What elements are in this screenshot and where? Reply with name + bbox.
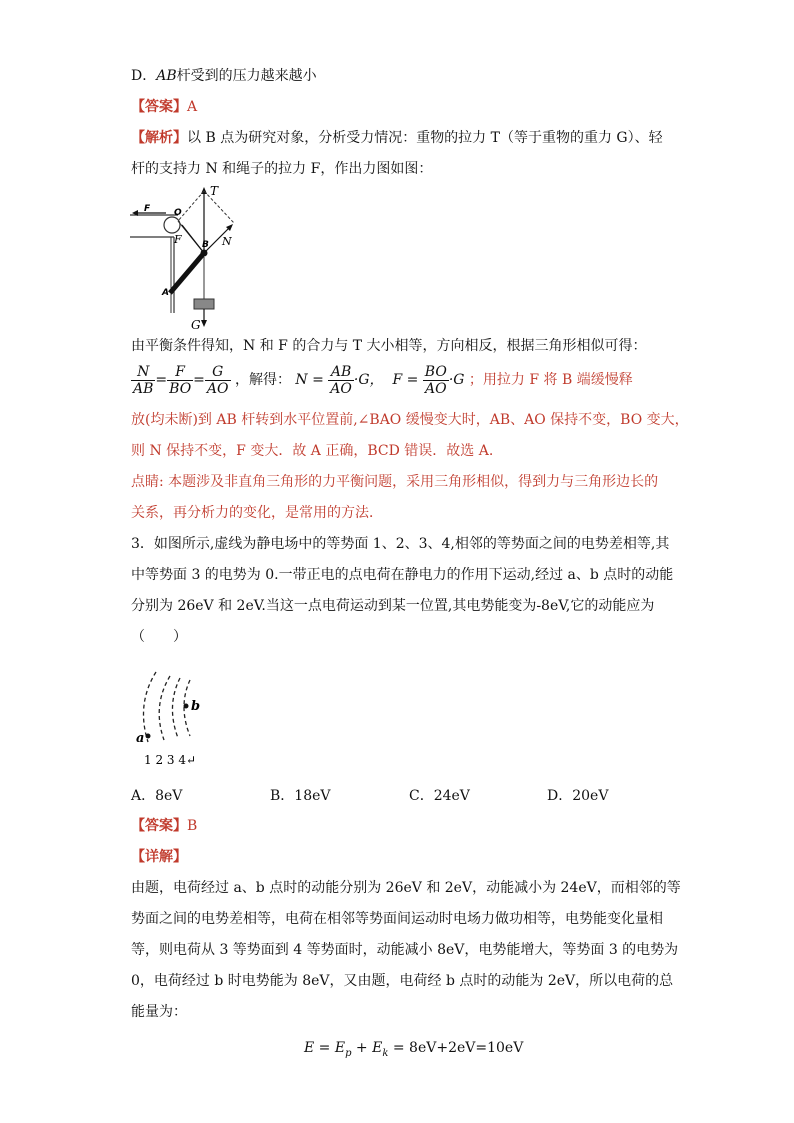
f2-arrow-line: [182, 225, 204, 253]
pulley-icon: [164, 217, 180, 233]
release-line: 放(均未断)到 AB 杆转到水平位置前,∠BAO 缓慢变大时，AB、AO 保持不变，BO 变大，: [131, 412, 689, 428]
answer-1: 【答案】A: [131, 99, 198, 115]
surface-numbers: 1 2 3 4↵: [144, 753, 197, 767]
detail-line-2: 势面之间的电势差相等，电荷在相邻等势面间运动时电场力做功相等，电势能变化量相: [131, 911, 663, 927]
choice-c: C．24eV: [409, 788, 470, 804]
analysis-line-1: 【解析】以 B 点为研究对象，分析受力情况：重物的拉力 T（等于重物的重力 G）、轻: [131, 130, 663, 146]
detail-line-1: 由题，电荷经过 a、b 点时的动能分别为 26eV 和 2eV，动能减小为 24eV，而相邻的等: [131, 880, 681, 896]
question3-line-1: 3．如图所示,虚线为静电场中的等势面 1、2、3、4,相邻的等势面之间的电势差相等,其: [131, 536, 670, 552]
point-a: [146, 734, 151, 739]
formula-line: $\frac{N}{AB}$ = $\frac{F}{BO}$ = $\frac{G}{AO}$ ，解得： N = $\frac{AB}{AO}$ ·G， F = $\frac{BO}{AO}$ ·G ；用拉力 F 将 B 端缓慢释: [133, 363, 633, 397]
choice-b: B．18eV: [270, 788, 331, 804]
choice-a: A．8eV: [131, 788, 183, 804]
equilibrium-line: 由平衡条件得知，N 和 F 的合力与 T 大小相等，方向相反，根据三角形相似可得：: [131, 338, 647, 354]
detail-line-4: 0，电荷经过 b 时电势能为 8eV，又由题，电荷经 b 点时的动能为 2eV，所以电荷的总: [131, 973, 674, 989]
analysis-line-2: 杆的支持力 N 和绳子的拉力 F，作出力图如图：: [131, 161, 433, 177]
point-b2: [184, 704, 189, 709]
label-f-arrow: F: [144, 204, 151, 214]
energy-equation: $E = E_p + E_k = 8eV+2eV=10eV$: [304, 1040, 524, 1059]
detail-line-5: 能量为：: [131, 1004, 187, 1020]
tip-line-2: 关系，再分析力的变化，是常用的方法．: [131, 505, 383, 521]
label-b: B: [202, 240, 209, 250]
frac-bo-ao: $\frac{BO}{AO}$: [424, 363, 447, 397]
surface-3: [172, 678, 180, 738]
label-a: A: [162, 288, 169, 298]
dash-1: [204, 191, 234, 223]
dash-2: [178, 191, 204, 221]
frac-f-bo: $\frac{F}{BO}$: [169, 363, 192, 397]
answer-2: 【答案】B: [131, 818, 198, 834]
rod-ab: [170, 253, 204, 293]
detail-line-3: 等，则电荷从 3 等势面到 4 等势面时，动能减小 8eV，电势能增大，等势面 3 的电势为: [131, 942, 679, 958]
option-d: D．AB杆受到的压力越来越小: [131, 68, 317, 84]
surface-2: [159, 676, 170, 740]
label-a2: a: [136, 731, 145, 746]
detail-label: 【详解】: [131, 849, 187, 865]
tip-line-1: 点睛: 本题涉及非直角三角形的力平衡问题，采用三角形相似，得到力与三角形边长的: [131, 474, 659, 490]
label-n: N: [222, 235, 232, 248]
conclusion-line: 则 N 保持不变，F 变大．故 A 正确，BCD 错误．故选 A.: [131, 443, 494, 459]
question3-line-3: 分别为 26eV 和 2eV.当这一点电荷运动到某一位置,其电势能变为-8eV,它的动能应为: [131, 598, 655, 614]
force-diagram: [126, 183, 246, 333]
question3-paren: （ ）: [131, 629, 187, 645]
label-t: T: [210, 184, 219, 198]
weight-block: [194, 299, 214, 309]
label-b-point: b: [191, 699, 201, 714]
frac-n-ab: $\frac{N}{AB}$: [133, 363, 154, 397]
question3-line-2: 中等势面 3 的电势为 0.一带正电的点电荷在静电力的作用下运动,经过 a、b 点时的动能: [131, 567, 674, 583]
choice-d: D．20eV: [547, 788, 609, 804]
label-f: F: [174, 233, 182, 246]
label-o: O: [174, 208, 182, 218]
label-g: G: [191, 318, 201, 332]
g-arrowhead: [201, 320, 207, 327]
equipotential-diagram: [130, 668, 220, 768]
surface-1: [144, 672, 157, 742]
frac-g-ao: $\frac{G}{AO}$: [206, 363, 229, 397]
frac-ab-ao: $\frac{AB}{AO}$: [330, 363, 352, 397]
